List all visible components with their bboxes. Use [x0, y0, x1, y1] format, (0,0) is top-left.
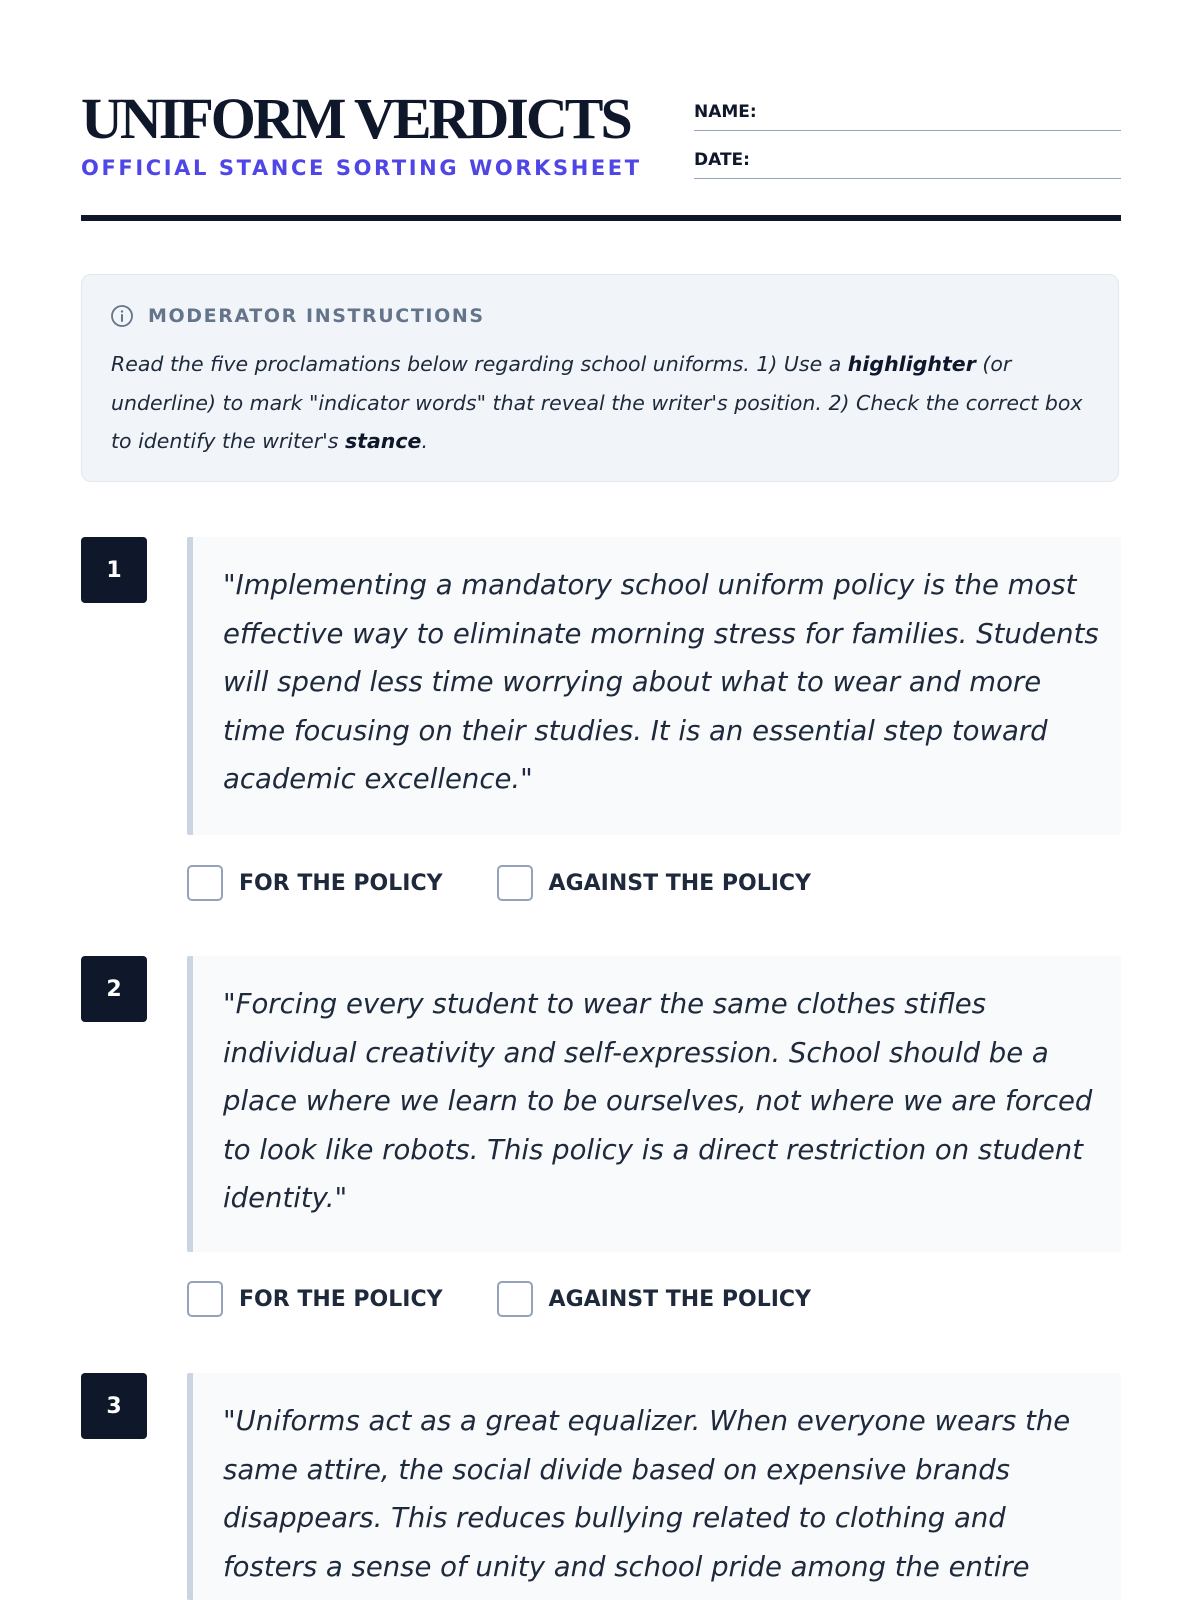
date-field[interactable] [694, 148, 1121, 179]
worksheet-header [81, 88, 1121, 224]
instructions-text-part: (or underline) to mark "indicator words" that reveal the writer's position. 2) Check the correct box to identify the writer's [111, 352, 1083, 453]
against-policy-option[interactable] [497, 865, 811, 901]
info-icon [110, 304, 134, 328]
proclamation-quote: "Forcing every student to wear the same clothes stifles individual creativity and self-expression. School should be a place where we learn to be ourselves, not where we are forced to look like robots. This policy is a direct restriction on student identity." [223, 988, 1093, 1214]
item-number-badge: 2 [81, 956, 147, 1022]
for-policy-label: FOR THE POLICY [239, 1286, 443, 1312]
name-field[interactable] [694, 100, 1121, 131]
for-policy-checkbox[interactable] [187, 1281, 223, 1317]
worksheet-title: UNIFORM VERDICTS [81, 86, 630, 151]
date-label: DATE: [694, 150, 750, 170]
instructions-stance-term: stance [344, 429, 422, 453]
worksheet-subtitle: OFFICIAL STANCE SORTING WORKSHEET [81, 156, 642, 180]
for-policy-label: FOR THE POLICY [239, 870, 443, 896]
quote-box [187, 956, 1121, 1252]
header-divider [81, 215, 1121, 221]
against-policy-checkbox[interactable] [497, 865, 533, 901]
name-label: NAME: [694, 102, 757, 122]
instructions-title: MODERATOR INSTRUCTIONS [148, 305, 485, 327]
instructions-text-part: Read the five proclamations below regarding school uniforms. 1) Use a [111, 352, 848, 376]
stance-options [187, 1279, 865, 1319]
instructions-heading [110, 303, 485, 329]
instructions-text-part: . [421, 429, 428, 453]
for-policy-checkbox[interactable] [187, 865, 223, 901]
against-policy-label: AGAINST THE POLICY [548, 1286, 811, 1312]
quote-box [187, 1373, 1121, 1600]
instructions-text [111, 345, 1091, 461]
instructions-highlighter-term: highlighter [847, 352, 976, 376]
against-policy-option[interactable] [497, 1281, 811, 1317]
stance-options [187, 863, 865, 903]
for-policy-option[interactable] [187, 865, 443, 901]
instructions-panel [81, 274, 1119, 482]
item-number-badge: 3 [81, 1373, 147, 1439]
quote-box [187, 537, 1121, 835]
against-policy-label: AGAINST THE POLICY [548, 870, 811, 896]
proclamation-quote: "Uniforms act as a great equalizer. When everyone wears the same attire, the social divide based on expensive brands disappears. This reduces bullying related to clothing and fosters a sense of unity and school pride among the entire [223, 1405, 1071, 1583]
proclamation-quote: "Implementing a mandatory school uniform policy is the most effective way to eliminate morning stress for families. Students will spend less time worrying about what to wear and more time focusing on their studies. It is an essential step toward academic excellence." [223, 569, 1099, 795]
item-number-badge: 1 [81, 537, 147, 603]
against-policy-checkbox[interactable] [497, 1281, 533, 1317]
for-policy-option[interactable] [187, 1281, 443, 1317]
